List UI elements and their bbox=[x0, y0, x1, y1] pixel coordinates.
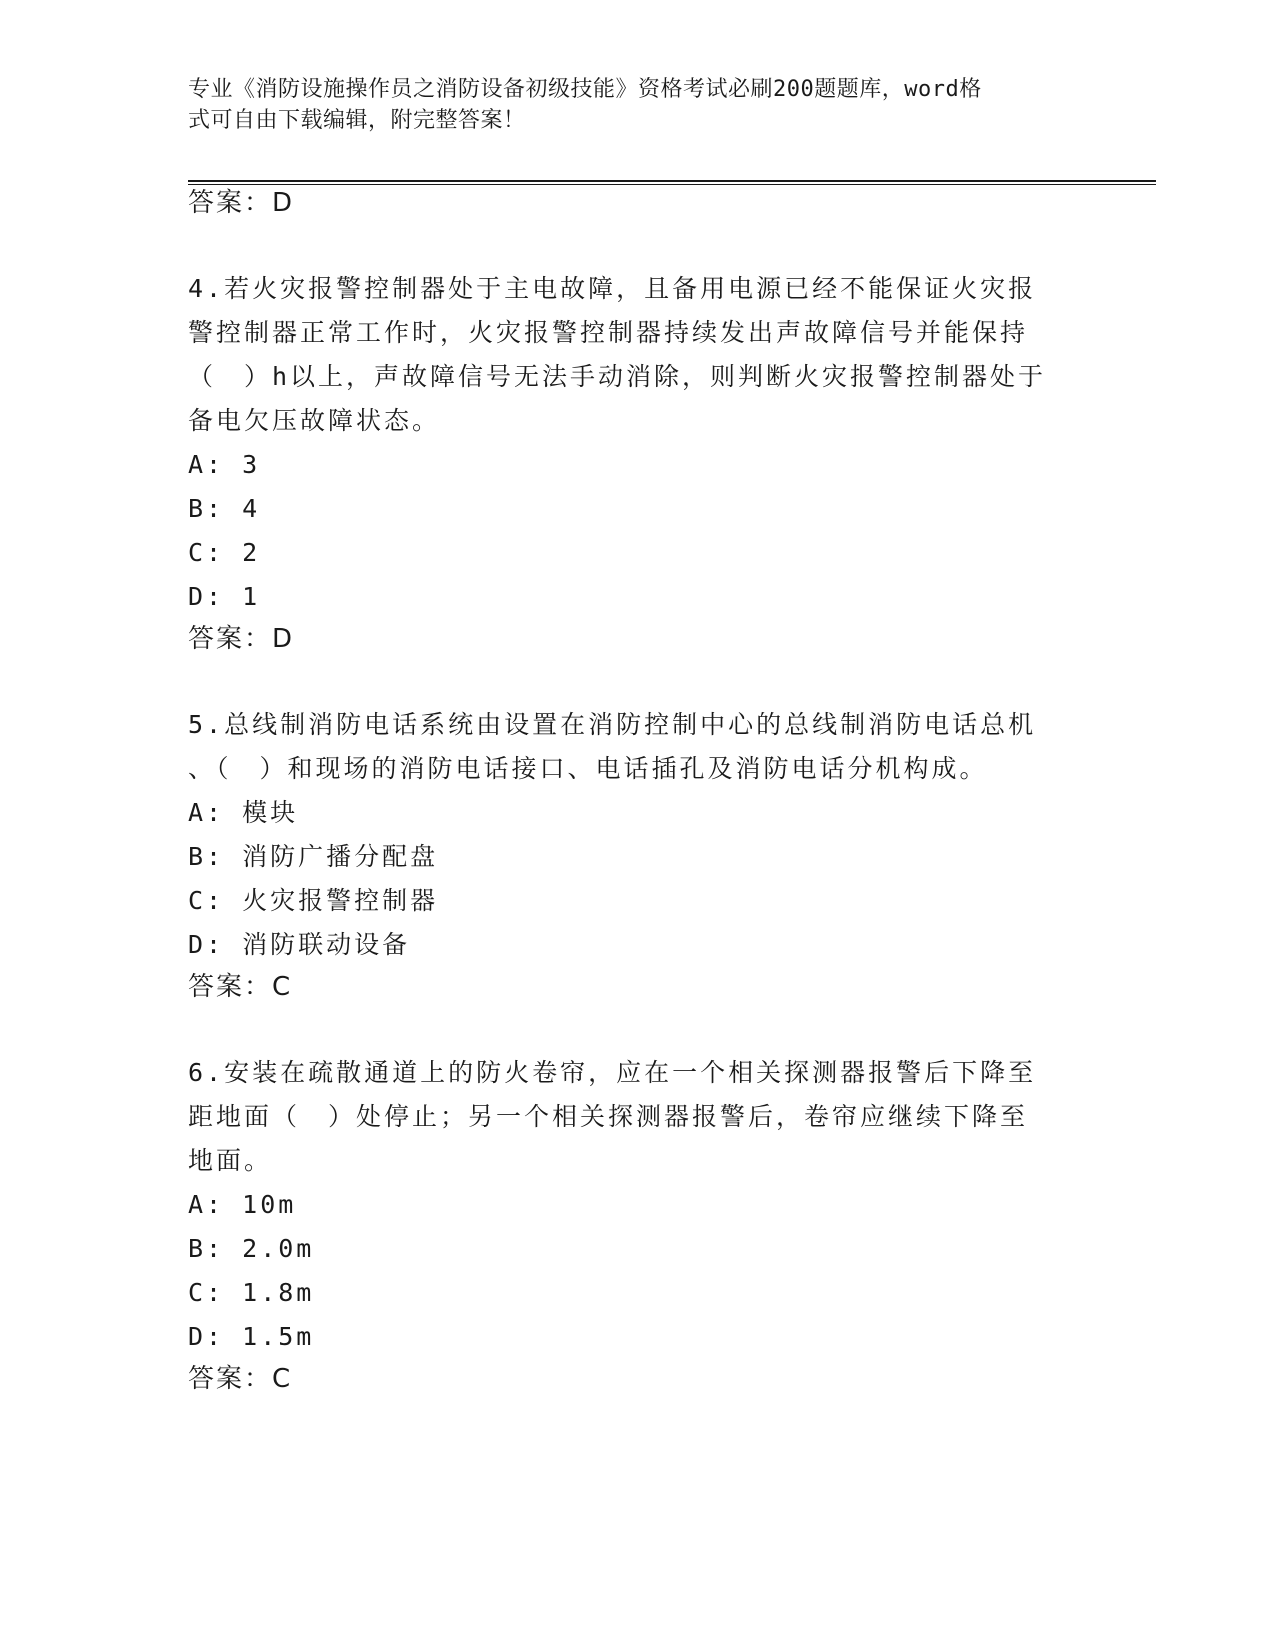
question-6-option-a: A: 10m bbox=[188, 1190, 297, 1219]
answer-label: 答案：D bbox=[188, 188, 295, 218]
question-5-option-a: A: 模块 bbox=[188, 798, 299, 827]
question-5-answer: 答案：C bbox=[188, 972, 293, 1002]
question-4-option-b: B: 4 bbox=[188, 494, 261, 523]
question-5-option-d: D: 消防联动设备 bbox=[188, 930, 411, 959]
question-5-stem-line-2: 、（ ）和现场的消防电话接口、电话插孔及消防电话分机构成。 bbox=[188, 754, 988, 783]
header-rule-thin bbox=[188, 184, 1156, 185]
question-5-option-c: C: 火灾报警控制器 bbox=[188, 886, 439, 915]
question-6-stem-line-3: 地面。 bbox=[188, 1146, 273, 1175]
question-5-stem-line-1: 5.总线制消防电话系统由设置在消防控制中心的总线制消防电话总机 bbox=[188, 710, 1037, 739]
header-rule-thick bbox=[188, 180, 1156, 182]
header-line-2: 式可自由下载编辑，附完整答案！ bbox=[188, 108, 526, 133]
question-4-stem-line-2: 警控制器正常工作时，火灾报警控制器持续发出声故障信号并能保持 bbox=[188, 318, 1029, 347]
question-5-option-b: B: 消防广播分配盘 bbox=[188, 842, 439, 871]
question-6-answer: 答案：C bbox=[188, 1364, 293, 1394]
question-4-option-d: D: 1 bbox=[188, 582, 261, 611]
question-4-stem-line-4: 备电欠压故障状态。 bbox=[188, 406, 441, 435]
question-4-option-a: A: 3 bbox=[188, 450, 261, 479]
question-6-option-d: D: 1.5m bbox=[188, 1322, 315, 1351]
question-4-stem-line-3: （ ）h以上，声故障信号无法手动消除，则判断火灾报警控制器处于 bbox=[188, 362, 1047, 391]
document-header bbox=[188, 74, 1068, 136]
question-4-answer: 答案：D bbox=[188, 624, 295, 654]
question-6-stem-line-2: 距地面（ ）处停止；另一个相关探测器报警后，卷帘应继续下降至 bbox=[188, 1102, 1029, 1131]
question-6-option-c: C: 1.8m bbox=[188, 1278, 315, 1307]
question-4-option-c: C: 2 bbox=[188, 538, 261, 567]
question-6-option-b: B: 2.0m bbox=[188, 1234, 315, 1263]
header-line-1: 专业《消防设施操作员之消防设备初级技能》资格考试必刷200题题库，word格 bbox=[188, 77, 982, 102]
question-4-stem-line-1: 4.若火灾报警控制器处于主电故障，且备用电源已经不能保证火灾报 bbox=[188, 274, 1037, 303]
question-6-stem-line-1: 6.安装在疏散通道上的防火卷帘，应在一个相关探测器报警后下降至 bbox=[188, 1058, 1037, 1087]
